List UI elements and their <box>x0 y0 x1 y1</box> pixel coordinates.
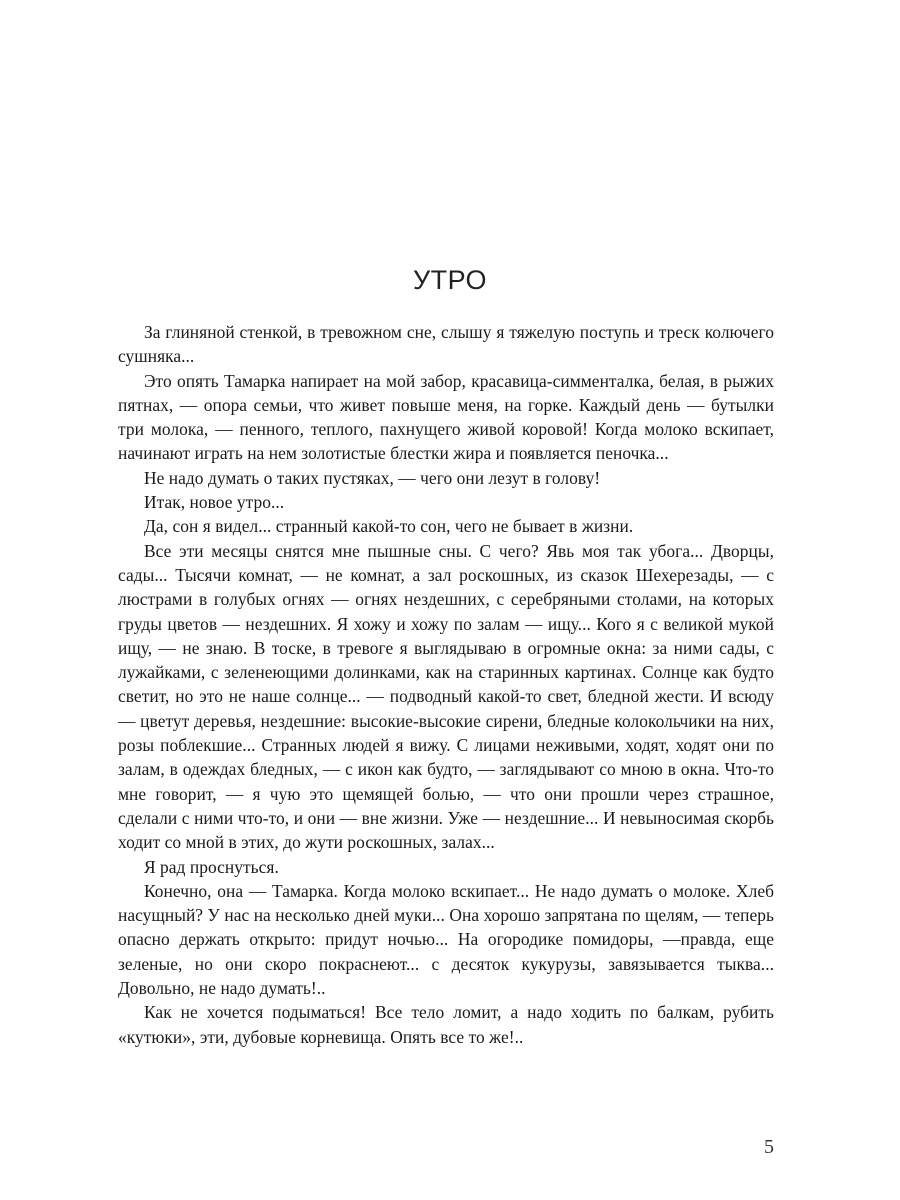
body-text <box>118 320 774 1049</box>
paragraph: За глиняной стенкой, в тревожном сне, слышу я тяжелую поступь и треск колючего сушняка... <box>118 322 774 367</box>
paragraph: Как не хочется подыматься! Все тело ломит, а надо ходить по балкам, рубить «кутюки», эти, дубовые корневища. Опять все то же!.. <box>118 1002 774 1047</box>
paragraph: Это опять Тамарка напирает на мой забор, красавица-симменталка, белая, в рыжих пятнах, — опора семьи, что живет повыше меня, на горке. Каждый день — бутылки три молока, — пенного, теплого, пахнущего живой коровой! Когда молоко вскипает, начинают играть на нем золотистые блестки жира и появляется пеночка... <box>118 370 774 464</box>
paragraph: Итак, новое утро... <box>144 492 285 513</box>
page-number: 5 <box>764 1136 774 1158</box>
paragraph: Да, сон я видел... странный какой-то сон, чего не бывает в жизни. <box>144 516 634 537</box>
paragraph: Конечно, она — Тамарка. Когда молоко вскипает... Не надо думать о молоке. Хлеб насущный? У нас на несколько дней муки... Она хорошо запрятана по щелям, — теперь опасно держать открыто: придут ночью... На огородике помидоры, —правда, еще зеленые, но они скоро покраснеют... с десяток кукурузы, завязывается тыква... Довольно, не надо думать!.. <box>118 880 774 999</box>
paragraph: Я рад проснуться. <box>144 856 279 877</box>
paragraph: Все эти месяцы снятся мне пышные сны. С чего? Явь моя так убога... Дворцы, сады... Тысячи комнат, — не комнат, а зал роскошных, из сказок Шехерезады, — с люстрами в голубых огнях — огнях нездешних, с серебряными столами, на которых груды цветов — нездешних. Я хожу и хожу по залам — ищу... Кого я с великой мукой ищу, — не знаю. В тоске, в тревоге я выглядываю в огромные окна: за ними сады, с лужайками, с зеленеющими долинками, как на старинных картинах. Солнце как будто светит, но это не наше солнце... — подводный какой-то свет, бледной жести. И всюду — цветут деревья, нездешние: высокие-высокие сирени, бледные колокольчики на них, розы поблекшие... Странных людей я вижу. С лицами неживыми, ходят, ходят они по залам, в одеждах бледных, — с икон как будто, — заглядывают со мною в окна. Что-то мне говорит, — я чую это щемящей болью, — что они прошли через страшное, сделали с ними что-то, и они — вне жизни. Уже — нездешние... И невыносимая скорбь ходит со мной в этих, до жути роскошных, залах... <box>118 540 774 853</box>
chapter-title: УТРО <box>412 265 488 295</box>
paragraph: Не надо думать о таких пустяках, — чего они лезут в голову! <box>144 467 601 488</box>
